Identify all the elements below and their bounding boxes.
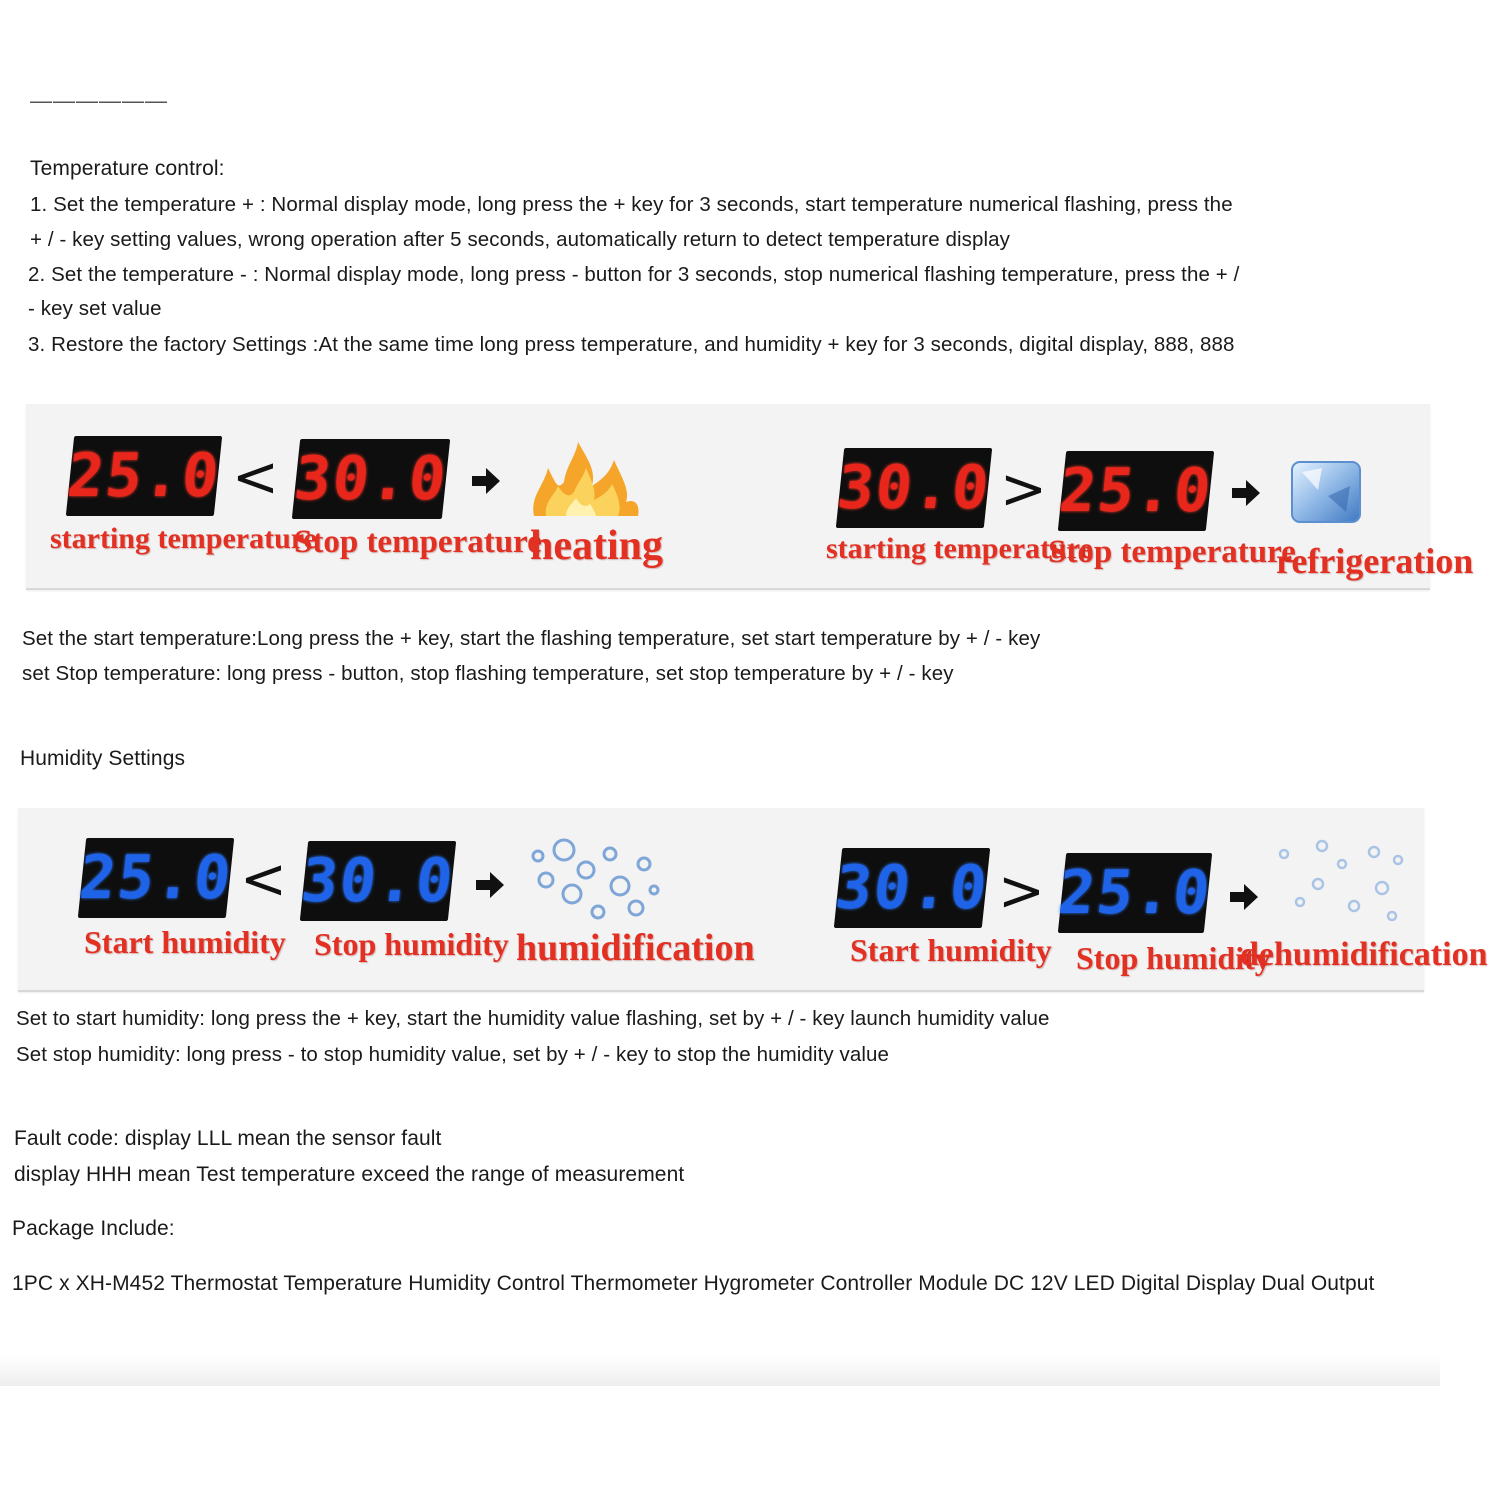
lcd-start-humidity-right: 30.0 — [834, 848, 990, 928]
temperature-step-2-cont: - key set value — [28, 297, 162, 320]
label-starting-temperature-right: starting temperature — [826, 532, 1093, 565]
less-than-symbol: < — [240, 847, 287, 912]
lcd-stop-humidity-right: 25.0 — [1058, 853, 1212, 933]
label-stop-humidity-right: Stop humidity — [1076, 940, 1271, 976]
package-heading: Package Include: — [12, 1217, 175, 1240]
temperature-heading: Temperature control: — [30, 157, 225, 180]
lcd-start-humidity: 25.0 — [78, 838, 234, 918]
label-start-humidity: Start humidity — [84, 924, 286, 960]
label-stop-humidity: Stop humidity — [314, 926, 509, 962]
humidity-heading: Humidity Settings — [20, 747, 186, 770]
temperature-diagram — [26, 404, 1474, 590]
temperature-note-start: Set the start temperature:Long press the + key, start the flashing temperature, set start temperature by + / - key — [22, 627, 1041, 650]
label-stop-temperature-right: Stop temperature — [1048, 534, 1296, 570]
temperature-step-1-cont: + / - key setting values, wrong operation after 5 seconds, automatically return to detect temperature display — [30, 228, 1011, 251]
label-refrigeration: refrigeration — [1276, 541, 1474, 581]
arrow-right-icon — [476, 872, 506, 898]
arrow-right-icon — [1230, 884, 1260, 910]
cropped-text-line: —————— — [30, 100, 168, 113]
fault-code-line-1: Fault code: display LLL mean the sensor fault — [14, 1127, 442, 1150]
humidity-note-stop: Set stop humidity: long press - to stop humidity value, set by + / - key to stop the humidity value — [16, 1043, 890, 1066]
lcd-start-temperature-right: 30.0 — [836, 448, 992, 528]
label-humidification: humidification — [516, 927, 755, 969]
arrow-right-icon — [1232, 480, 1262, 506]
flame-icon — [526, 438, 644, 518]
package-item: 1PC x XH-M452 Thermostat Temperature Humidity Control Thermometer Hygrometer Controller Module DC 12V LED Digital Display Dual Output — [12, 1272, 1375, 1295]
greater-than-symbol: > — [1000, 457, 1047, 522]
label-start-humidity-right: Start humidity — [850, 932, 1052, 968]
ice-cube-icon — [1288, 456, 1364, 526]
label-dehumidification: dehumidification — [1240, 936, 1488, 973]
less-than-symbol: < — [232, 445, 279, 510]
arrow-right-icon — [472, 468, 502, 494]
label-heating: heating — [530, 523, 664, 569]
humidity-diagram — [18, 808, 1488, 992]
lcd-stop-temperature-right: 25.0 — [1058, 451, 1214, 531]
greater-than-symbol: > — [998, 859, 1045, 924]
page-bottom-edge — [0, 1356, 1440, 1386]
fault-code-line-2: display HHH mean Test temperature exceed the range of measurement — [14, 1163, 685, 1186]
temperature-step-3: 3. Restore the factory Settings :At the same time long press temperature, and humidity + key for 3 seconds, digital display, 888, 888 — [28, 333, 1235, 356]
temperature-step-1: 1. Set the temperature + : Normal display mode, long press the + key for 3 seconds, start temperature numerical flashing, press the — [30, 193, 1233, 216]
temperature-note-stop: set Stop temperature: long press - button, stop flashing temperature, set stop temperature by + / - key — [22, 662, 954, 685]
temperature-step-2: 2. Set the temperature - : Normal display mode, long press - button for 3 seconds, stop numerical flashing temperature, press the + / — [28, 263, 1240, 286]
label-stop-temperature: Stop temperature — [294, 524, 542, 560]
lcd-stop-temperature: 30.0 — [292, 439, 450, 519]
lcd-stop-humidity: 30.0 — [300, 841, 456, 921]
water-drops-icon — [524, 828, 664, 924]
lcd-start-temperature: 25.0 — [66, 436, 222, 516]
water-drops-icon — [1274, 834, 1410, 930]
humidity-note-start: Set to start humidity: long press the + key, start the humidity value flashing, set by + / - key launch humidity value — [16, 1007, 1050, 1030]
label-starting-temperature: starting temperature — [50, 522, 317, 555]
